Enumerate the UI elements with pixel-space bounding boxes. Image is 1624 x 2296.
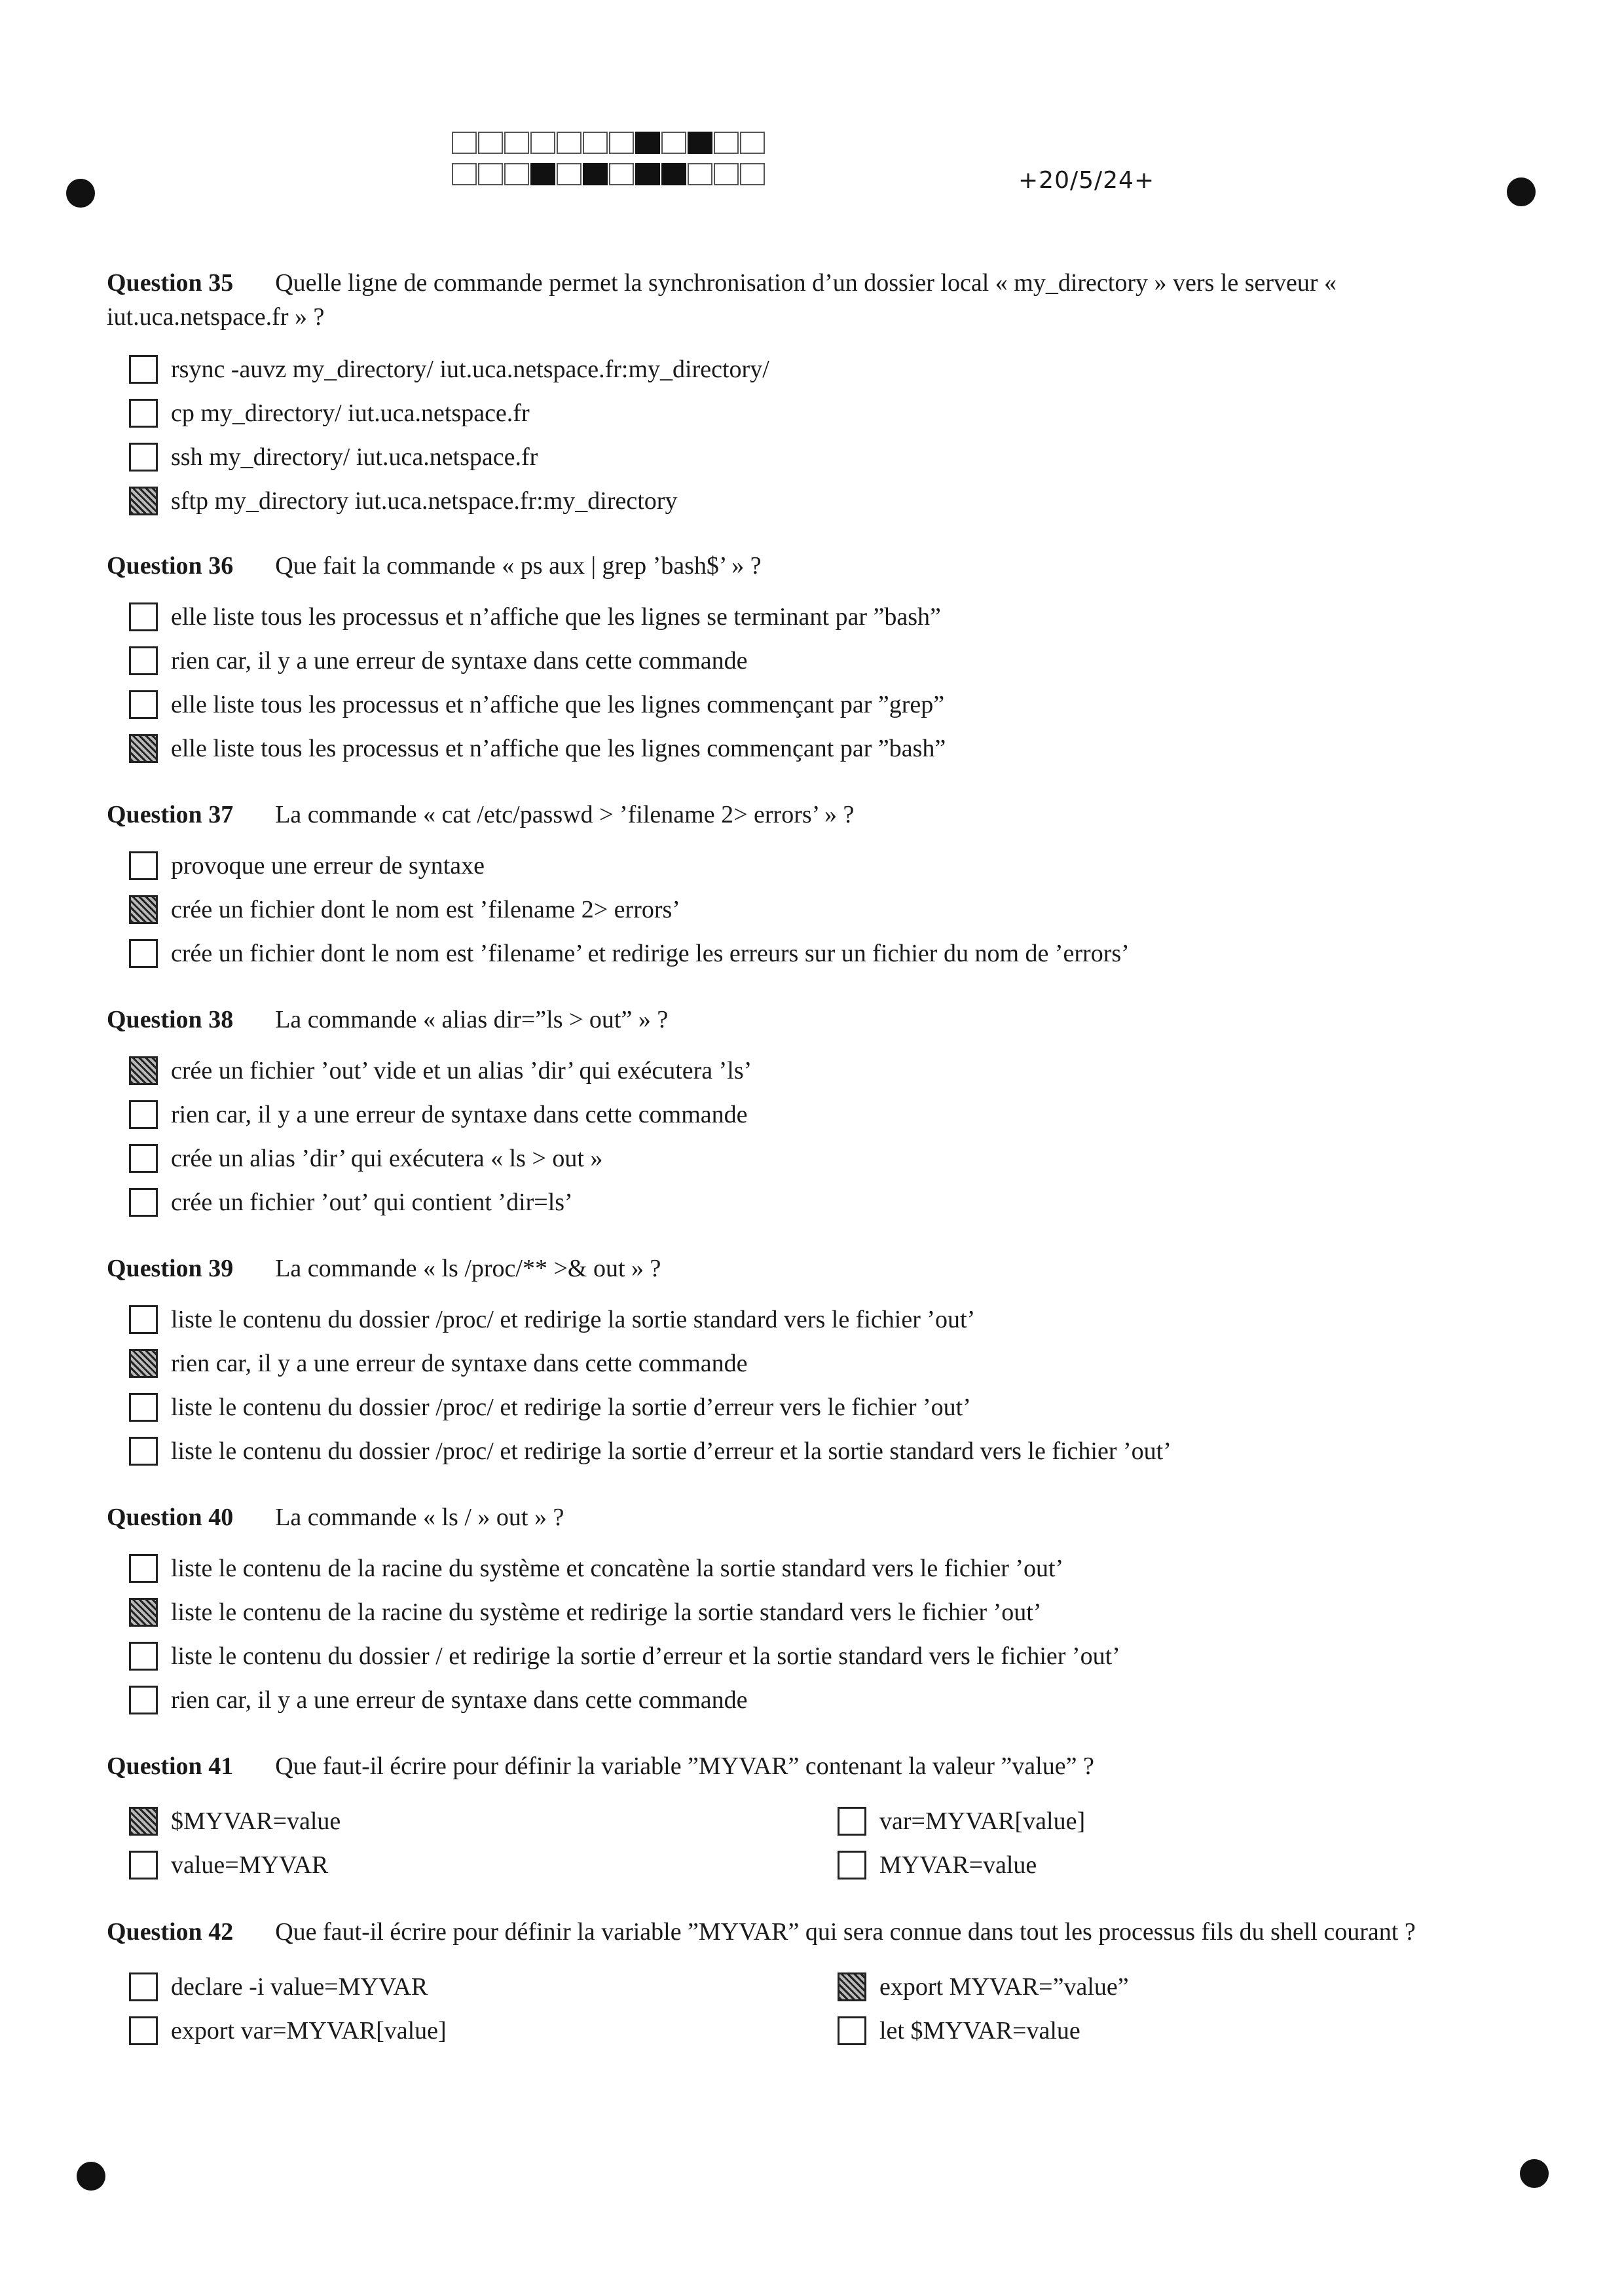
barcode-top-row [452, 132, 766, 154]
option-label: rien car, il y a une erreur de syntaxe dans cette commande [171, 1349, 748, 1377]
option-label: crée un fichier dont le nom est ’filename’ et redirige les erreurs sur un fichier du nom de ’errors’ [171, 939, 1130, 967]
question-label: Question 36 [107, 552, 234, 580]
option-label: let $MYVAR=value [879, 2016, 1080, 2045]
barcode-cell [609, 132, 634, 154]
question-text: La commande « cat /etc/passwd > ’filename 2> errors’ » ? [275, 801, 855, 828]
option[interactable] [129, 1341, 1515, 1385]
checkbox[interactable] [129, 487, 158, 515]
barcode-cell [740, 132, 765, 154]
question-label: Question 35 [107, 269, 234, 297]
barcode-cell [452, 163, 477, 185]
question-header [107, 798, 1515, 832]
question-text: Que faut-il écrire pour définir la variable ”MYVAR” contenant la valeur ”value” ? [275, 1752, 1094, 1780]
option[interactable] [129, 887, 1515, 931]
option[interactable] [129, 391, 1515, 435]
option-label: rsync -auvz my_directory/ iut.uca.netspace.fr:my_directory/ [171, 355, 769, 383]
option-label: crée un fichier dont le nom est ’filename 2> errors’ [171, 895, 680, 923]
question-text: Que fait la commande « ps aux | grep ’bash$’ » ? [275, 552, 762, 580]
barcode-cell [714, 132, 739, 154]
checkbox[interactable] [838, 1972, 866, 2001]
question-text: Que faut-il écrire pour définir la variable ”MYVAR” qui sera connue dans tout les processus fils du shell courant ? [275, 1918, 1416, 1946]
checkbox[interactable] [129, 602, 158, 631]
checkbox[interactable] [129, 1393, 158, 1422]
barcode-bottom-row [452, 163, 766, 185]
checkbox[interactable] [129, 1100, 158, 1129]
checkbox[interactable] [838, 2016, 866, 2045]
checkbox[interactable] [129, 1642, 158, 1671]
option-label: elle liste tous les processus et n’affiche que les lignes se terminant par ”bash” [171, 602, 941, 631]
option[interactable] [129, 843, 1515, 887]
question-text: La commande « ls /proc/** >& out » ? [275, 1255, 661, 1282]
question-text: La commande « ls / » out » ? [275, 1504, 564, 1531]
barcode-cell [688, 163, 712, 185]
barcode-cell [478, 132, 503, 154]
barcode-cell [583, 132, 608, 154]
option[interactable] [129, 1678, 1515, 1722]
option-label: value=MYVAR [171, 1851, 329, 1879]
barcode-cell [714, 163, 739, 185]
option[interactable] [129, 347, 1515, 391]
checkbox[interactable] [129, 1851, 158, 1879]
option[interactable] [129, 682, 1515, 726]
option-label: provoque une erreur de syntaxe [171, 851, 485, 880]
barcode-cell [478, 163, 503, 185]
options-list [129, 1048, 1515, 1224]
checkbox[interactable] [129, 399, 158, 428]
question-36 [107, 549, 1515, 770]
question-header [107, 266, 1515, 334]
barcode-cell [530, 132, 555, 154]
option-label: ssh my_directory/ iut.uca.netspace.fr [171, 443, 538, 471]
checkbox[interactable] [129, 895, 158, 924]
option-label: elle liste tous les processus et n’affiche que les lignes commençant par ”grep” [171, 690, 945, 718]
corner-marker-bottom-right [1520, 2159, 1549, 2188]
option[interactable] [129, 2009, 838, 2052]
checkbox[interactable] [129, 2016, 158, 2045]
checkbox[interactable] [129, 1554, 158, 1583]
option[interactable] [838, 1843, 1427, 1887]
options-grid [129, 1965, 1515, 2052]
options-grid [129, 1799, 1515, 1887]
option[interactable] [129, 1799, 838, 1843]
option-label: liste le contenu du dossier /proc/ et redirige la sortie standard vers le fichier ’out’ [171, 1305, 976, 1333]
option-label: crée un fichier ’out’ qui contient ’dir=ls’ [171, 1188, 573, 1216]
corner-marker-bottom-left [77, 2162, 105, 2191]
option-label: MYVAR=value [879, 1851, 1037, 1879]
question-text: Quelle ligne de commande permet la synchronisation d’un dossier local « my_directory » vers le serveur « iut.uca.netspace.fr » ? [107, 269, 1337, 331]
option-label: rien car, il y a une erreur de syntaxe dans cette commande [171, 1686, 748, 1714]
option[interactable] [129, 1634, 1515, 1678]
checkbox[interactable] [129, 1349, 158, 1378]
checkbox[interactable] [129, 1972, 158, 2001]
option-label: liste le contenu du dossier /proc/ et redirige la sortie d’erreur et la sortie standard vers le fichier ’out’ [171, 1437, 1172, 1465]
checkbox[interactable] [129, 1144, 158, 1173]
barcode-cell [504, 132, 529, 154]
options-list [129, 347, 1515, 523]
option[interactable] [129, 639, 1515, 682]
options-list [129, 1297, 1515, 1473]
option-label: var=MYVAR[value] [879, 1807, 1086, 1835]
option-label: rien car, il y a une erreur de syntaxe dans cette commande [171, 646, 748, 675]
barcode-cell [688, 132, 712, 154]
checkbox[interactable] [838, 1851, 866, 1879]
option[interactable] [129, 931, 1515, 975]
barcode-cell [661, 132, 686, 154]
barcode-cell [635, 163, 660, 185]
question-header [107, 1003, 1515, 1037]
option[interactable] [129, 1092, 1515, 1136]
option[interactable] [129, 1429, 1515, 1473]
barcode-cell [557, 132, 581, 154]
checkbox[interactable] [129, 1188, 158, 1217]
option-label: crée un fichier ’out’ vide et un alias ’dir’ qui exécutera ’ls’ [171, 1056, 752, 1084]
question-37 [107, 798, 1515, 975]
option[interactable] [129, 1385, 1515, 1429]
option[interactable] [129, 1297, 1515, 1341]
barcode-cell [635, 132, 660, 154]
barcode-cell [740, 163, 765, 185]
option[interactable] [129, 1843, 838, 1887]
checkbox[interactable] [129, 1807, 158, 1836]
checkbox[interactable] [129, 1305, 158, 1334]
barcode-cell [452, 132, 477, 154]
option[interactable] [838, 1799, 1427, 1843]
option-label: liste le contenu du dossier /proc/ et redirige la sortie d’erreur vers le fichier ’out’ [171, 1393, 971, 1421]
checkbox[interactable] [129, 690, 158, 719]
option[interactable] [129, 1136, 1515, 1180]
checkbox[interactable] [129, 443, 158, 472]
option-label: crée un alias ’dir’ qui exécutera « ls > out » [171, 1144, 603, 1172]
question-label: Question 37 [107, 801, 234, 828]
checkbox[interactable] [838, 1807, 866, 1836]
question-header [107, 1749, 1515, 1783]
barcode-cell [583, 163, 608, 185]
question-text: La commande « alias dir=”ls > out” » ? [275, 1006, 669, 1033]
option[interactable] [129, 435, 1515, 479]
question-label: Question 41 [107, 1752, 234, 1780]
barcode-cell [504, 163, 529, 185]
question-42 [107, 1915, 1515, 2052]
option-label: sftp my_directory iut.uca.netspace.fr:my_directory [171, 487, 678, 515]
option-label: elle liste tous les processus et n’affiche que les lignes commençant par ”bash” [171, 734, 946, 762]
question-header [107, 1915, 1515, 1949]
option[interactable] [129, 1590, 1515, 1634]
options-list [129, 1546, 1515, 1722]
option-label: export var=MYVAR[value] [171, 2016, 447, 2045]
checkbox[interactable] [129, 1437, 158, 1466]
question-label: Question 42 [107, 1918, 234, 1946]
question-41 [107, 1749, 1515, 1887]
exam-id: +20/5/24+ [1018, 167, 1155, 194]
option-label: cp my_directory/ iut.uca.netspace.fr [171, 399, 530, 427]
question-38 [107, 1003, 1515, 1224]
question-header [107, 549, 1515, 583]
option[interactable] [838, 1965, 1427, 2009]
option-label: liste le contenu de la racine du système et redirige la sortie standard vers le fichier ’out’ [171, 1598, 1042, 1626]
question-header [107, 1500, 1515, 1534]
question-label: Question 40 [107, 1504, 234, 1531]
checkbox[interactable] [129, 851, 158, 880]
option[interactable] [838, 2009, 1427, 2052]
checkbox[interactable] [129, 646, 158, 675]
option[interactable] [129, 1180, 1515, 1224]
checkbox[interactable] [129, 1056, 158, 1085]
question-39 [107, 1251, 1515, 1473]
option[interactable] [129, 1048, 1515, 1092]
option[interactable] [129, 479, 1515, 523]
option-label: rien car, il y a une erreur de syntaxe dans cette commande [171, 1100, 748, 1128]
checkbox[interactable] [129, 1598, 158, 1627]
option-label: declare -i value=MYVAR [171, 1972, 428, 2001]
option-label: $MYVAR=value [171, 1807, 341, 1835]
checkbox[interactable] [129, 1686, 158, 1714]
checkbox[interactable] [129, 355, 158, 384]
checkbox[interactable] [129, 939, 158, 968]
option-label: liste le contenu de la racine du système et concatène la sortie standard vers le fichier ’out’ [171, 1554, 1064, 1582]
barcode-cell [661, 163, 686, 185]
corner-marker-top-left [66, 179, 95, 208]
question-40 [107, 1500, 1515, 1722]
options-list [129, 595, 1515, 770]
barcode-cell [609, 163, 634, 185]
corner-marker-top-right [1507, 177, 1536, 206]
option-label: export MYVAR=”value” [879, 1972, 1129, 2001]
checkbox[interactable] [129, 734, 158, 763]
option[interactable] [129, 1965, 838, 2009]
question-header [107, 1251, 1515, 1286]
option[interactable] [129, 1546, 1515, 1590]
question-label: Question 38 [107, 1006, 234, 1033]
options-list [129, 843, 1515, 975]
barcode-cell [530, 163, 555, 185]
question-35 [107, 266, 1515, 523]
option-label: liste le contenu du dossier / et redirige la sortie d’erreur et la sortie standard vers le fichier ’out’ [171, 1642, 1120, 1670]
barcode-cell [557, 163, 581, 185]
option[interactable] [129, 595, 1515, 639]
option[interactable] [129, 726, 1515, 770]
question-label: Question 39 [107, 1255, 234, 1282]
